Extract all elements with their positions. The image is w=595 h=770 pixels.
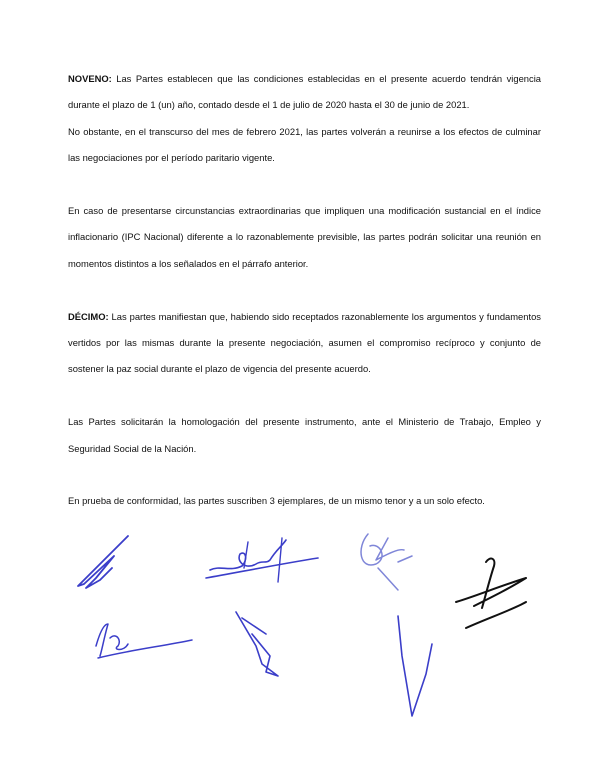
signature-3 [361, 534, 412, 590]
clause-noveno-label: NOVENO: [68, 73, 112, 84]
clause-noveno-paragraph [68, 66, 541, 119]
paragraph-gap [68, 172, 541, 198]
document-body [68, 66, 541, 515]
clause-decimo-paragraph [68, 304, 541, 383]
clause-decimo-label: DÉCIMO: [68, 310, 109, 322]
paragraph-gap [68, 462, 541, 488]
clause-noveno-text: Las Partes establecen que las condiciones establecidas en el presente acuerdo tendrán vigencia durante el plazo de 1 (un) año, contado desde el 1 de julio de 2020 hasta el 30 de junio de 2021. [68, 73, 541, 111]
signature-7 [398, 616, 432, 716]
signature-1 [78, 536, 128, 588]
signature-2 [206, 538, 318, 582]
conformidad-paragraph: En prueba de conformidad, las partes suscriben 3 ejemplares, de un mismo tenor y a un solo efecto. [68, 495, 485, 507]
signatures-area [0, 520, 595, 770]
paragraph-gap [68, 383, 541, 409]
homologacion-paragraph: Las Partes solicitarán la homologación del presente instrumento, ante el Ministerio de Trabajo, Empleo y Seguridad Social de la Nación. [68, 416, 541, 454]
signature-6 [236, 612, 278, 676]
clause-decimo-text: Las partes manifiestan que, habiendo sido receptados razonablemente los argumentos y fundamentos vertidos por las mismas durante la presente negociación, asumen el compromiso recíproco y conjunto de sostener la paz social durante el plazo de vigencia del presente acuerdo. [68, 310, 541, 375]
signatures-svg [0, 520, 595, 770]
signature-4 [456, 559, 526, 628]
circunstancias-paragraph: En caso de presentarse circunstancias extraordinarias que impliquen una modificación sustancial en el índice inflacionario (IPC Nacional) diferente a lo razonablemente previsible, las partes podrán solicitar una reunión en momentos distintos a los señalados en el párrafo anterior. [68, 205, 541, 269]
signature-5 [96, 624, 192, 658]
clause-noveno-continuation: No obstante, en el transcurso del mes de febrero 2021, las partes volverán a reunirse a los efectos de culminar las negociaciones por el período paritario vigente. [68, 125, 541, 164]
paragraph-gap [68, 277, 541, 303]
